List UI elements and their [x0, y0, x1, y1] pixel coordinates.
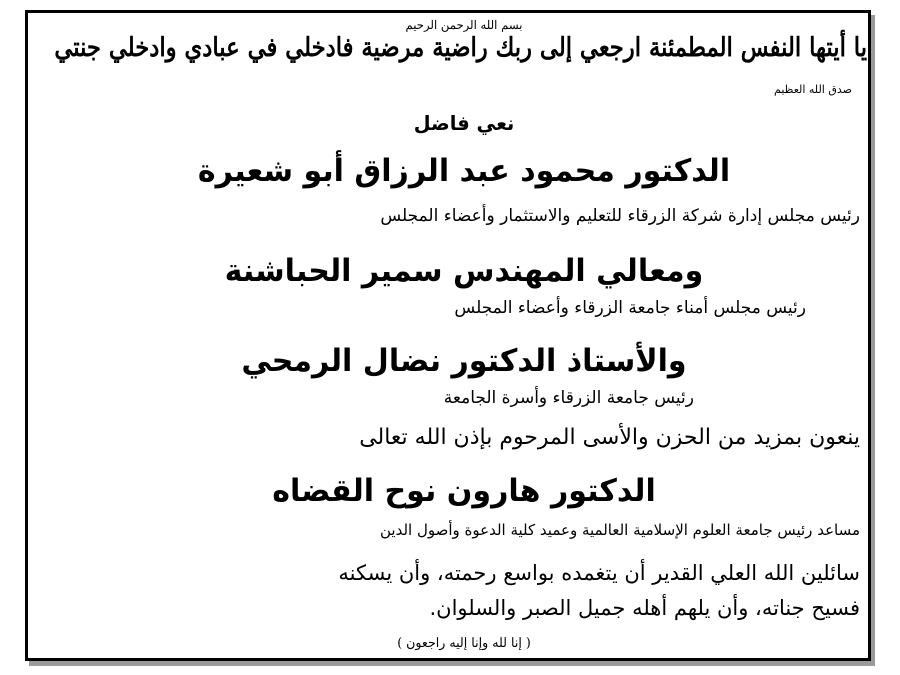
- obituary-content: [28, 13, 874, 664]
- mourner-role-1: رئيس مجلس إدارة شركة الزرقاء للتعليم والاستثمار وأعضاء المجلس: [380, 206, 860, 226]
- mourner-name-1: الدكتور محمود عبد الرزاق أبو شعيرة: [197, 153, 731, 189]
- deceased-role: مساعد رئيس جامعة العلوم الإسلامية العالمية وعميد كلية الدعوة وأصول الدين: [380, 521, 860, 539]
- quran-verse: يا أيتها النفس المطمئنة ارجعي إلى ربك راضية مرضية فادخلي في عبادي وادخلي جنتي: [54, 33, 868, 63]
- basmala: بسم الله الرحمن الرحيم: [405, 18, 523, 32]
- sadaqa-text: صدق الله العظيم: [774, 83, 852, 96]
- obituary-title: نعي فاضل: [413, 111, 515, 135]
- prayer-line-2: فسيح جناته، وأن يلهم أهله جميل الصبر والسلوان.: [429, 596, 860, 620]
- prayer-line-1: سائلين الله العلي القدير أن يتغمده بواسع رحمته، وأن يسكنه: [338, 561, 860, 585]
- closing-verse: ( إنا لله وإنا إليه راجعون ): [397, 636, 531, 651]
- mourner-name-3: والأستاذ الدكتور نضال الرمحي: [241, 343, 687, 379]
- mourner-role-3: رئيس جامعة الزرقاء وأسرة الجامعة: [443, 388, 694, 408]
- mourning-statement: ينعون بمزيد من الحزن والأسى المرحوم بإذن الله تعالى: [359, 425, 860, 450]
- mourner-role-2: رئيس مجلس أمناء جامعة الزرقاء وأعضاء المجلس: [454, 298, 806, 318]
- obituary-frame: [25, 10, 871, 661]
- mourner-name-2: ومعالي المهندس سمير الحباشنة: [224, 253, 704, 289]
- deceased-name: الدكتور هارون نوح القضاه: [272, 473, 656, 509]
